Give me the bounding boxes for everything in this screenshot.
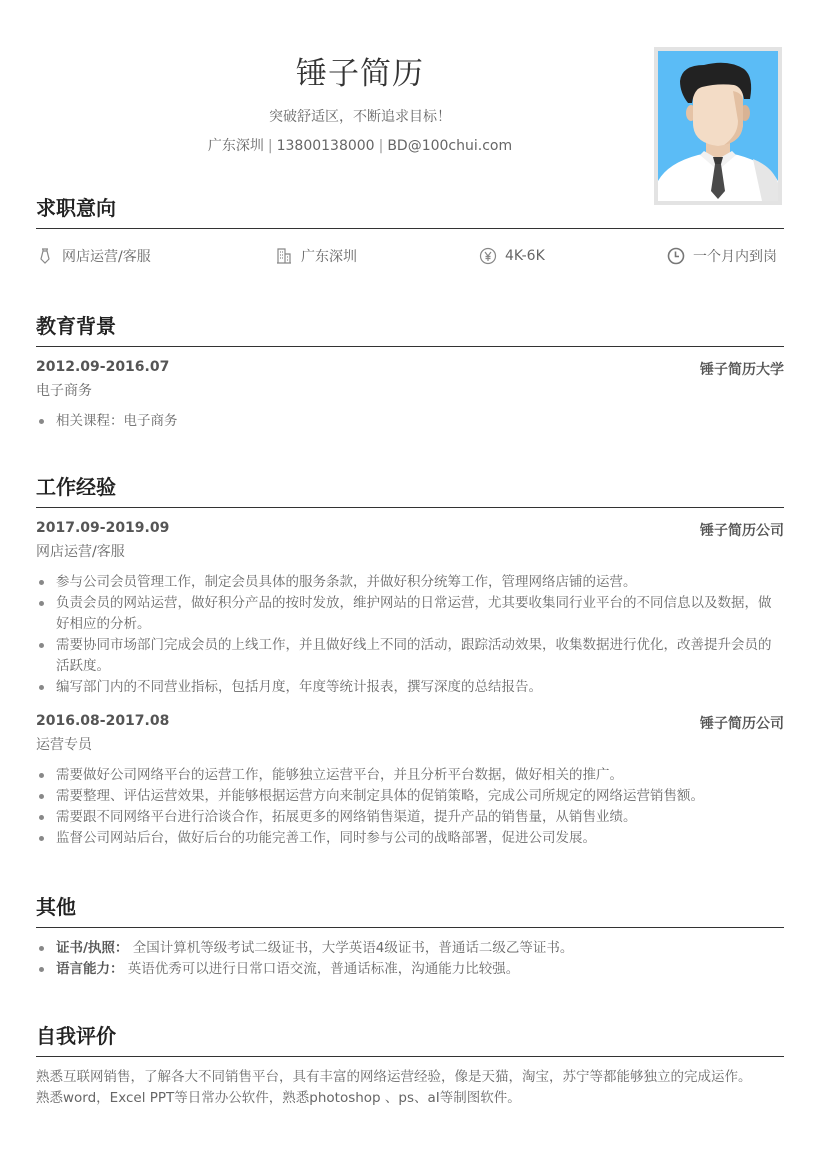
section-divider <box>36 346 784 347</box>
section-divider <box>36 507 784 508</box>
motto: 突破舒适区，不断追求目标！ <box>269 109 451 125</box>
section-self-evaluation <box>36 1021 784 1109</box>
yen-icon <box>479 247 497 265</box>
intent-row <box>36 244 784 268</box>
entry-role: 运营专员 <box>36 737 92 753</box>
bullet-item: 编写部门内的不同营业指标，包括月度，年度等统计报表，撰写深度的总结报告。 <box>36 677 784 698</box>
item-text: 全国计算机等级考试二级证书，大学英语4级证书，普通话二级乙等证书。 <box>132 940 574 956</box>
intent-salary <box>479 244 545 268</box>
avatar-illustration <box>658 51 778 201</box>
intent-availability-label: 一个月内到岗 <box>693 249 777 265</box>
entry-header <box>36 713 784 733</box>
contact-phone: 13800138000 <box>276 138 375 154</box>
section-title: 工作经验 <box>36 475 116 499</box>
building-icon <box>275 247 293 265</box>
section-title: 自我评价 <box>36 1024 116 1048</box>
section-job-intent <box>36 193 784 268</box>
bullet-item: 相关课程：电子商务 <box>36 411 784 432</box>
section-other <box>36 892 784 980</box>
section-divider <box>36 228 784 229</box>
bullet-item: 需要做好公司网络平台的运营工作，能够独立运营平台，并且分析平台数据，做好相关的推广。 <box>36 765 784 786</box>
intent-location <box>275 244 357 268</box>
contact-location: 广东深圳 <box>207 138 264 154</box>
entry-date: 2016.08-2017.08 <box>36 713 170 729</box>
bullet-item: 需要整理、评估运营效果，并能够根据运营方向来制定具体的促销策略，完成公司所规定的网络运营销售额。 <box>36 786 784 807</box>
certificates-item <box>36 938 784 959</box>
work-entry <box>36 713 784 849</box>
section-work <box>36 472 784 849</box>
intent-salary-label: 4K-6K <box>505 248 545 264</box>
language-item <box>36 959 784 980</box>
profile-photo <box>654 47 782 205</box>
entry-school: 锤子简历大学 <box>700 362 784 378</box>
intent-position <box>36 244 151 268</box>
entry-major: 电子商务 <box>36 383 92 399</box>
bullet-item: 监督公司网站后台，做好后台的功能完善工作，同时参与公司的战略部署，促进公司发展。 <box>36 828 784 849</box>
entry-date: 2012.09-2016.07 <box>36 359 170 375</box>
bullet-item: 参与公司会员管理工作，制定会员具体的服务条款，并做好积分统筹工作，管理网络店铺的运营。 <box>36 572 784 593</box>
entry-bullets <box>36 572 784 698</box>
item-text: 英语优秀可以进行日常口语交流，普通话标准，沟通能力比较强。 <box>127 961 520 977</box>
section-divider <box>36 927 784 928</box>
bullet-item: 负责会员的网站运营，做好积分产品的按时发放，维护网站的日常运营，尤其要收集同行业平台的不同信息以及数据，做好相应的分析。 <box>36 593 784 635</box>
item-label: 语言能力： <box>56 961 124 977</box>
other-bullets <box>36 938 784 980</box>
work-entry <box>36 520 784 698</box>
section-title: 教育背景 <box>36 314 116 338</box>
contact-email: BD@100chui.com <box>387 138 513 154</box>
separator: | <box>378 138 384 154</box>
self-eval-text <box>36 1067 784 1109</box>
entry-bullets <box>36 765 784 849</box>
self-eval-line: 熟悉互联网销售，了解各大不同销售平台，具有丰富的网络运营经验，像是天猫，淘宝，苏宁等都能够独立的完成运作。 <box>36 1069 752 1085</box>
entry-date: 2017.09-2019.09 <box>36 520 170 536</box>
separator: | <box>267 138 273 154</box>
intent-availability <box>667 244 777 268</box>
entry-company: 锤子简历公司 <box>700 523 784 539</box>
bullet-item: 需要协同市场部门完成会员的上线工作，并且做好线上不同的活动，跟踪活动效果，收集数据进行优化，改善提升会员的活跃度。 <box>36 635 784 677</box>
intent-location-label: 广东深圳 <box>301 249 357 265</box>
tie-icon <box>36 247 54 265</box>
section-education <box>36 311 784 432</box>
clock-icon <box>667 247 685 265</box>
resume-name: 锤子简历 <box>296 56 424 92</box>
section-title: 求职意向 <box>36 196 116 220</box>
intent-position-label: 网店运营/客服 <box>62 249 151 265</box>
entry-header <box>36 359 784 379</box>
item-label: 证书/执照： <box>56 940 129 956</box>
entry-bullets <box>36 411 784 432</box>
self-eval-line: 熟悉word，Excel PPT等日常办公软件，熟悉photoshop 、ps、aI等制图软件。 <box>36 1090 521 1106</box>
entry-company: 锤子简历公司 <box>700 716 784 732</box>
section-title: 其他 <box>36 895 76 919</box>
contact-line <box>0 135 720 155</box>
entry-header <box>36 520 784 540</box>
entry-role: 网店运营/客服 <box>36 544 125 560</box>
bullet-item: 需要跟不同网络平台进行洽谈合作，拓展更多的网络销售渠道，提升产品的销售量，从销售业绩。 <box>36 807 784 828</box>
section-divider <box>36 1056 784 1057</box>
education-entry <box>36 359 784 432</box>
